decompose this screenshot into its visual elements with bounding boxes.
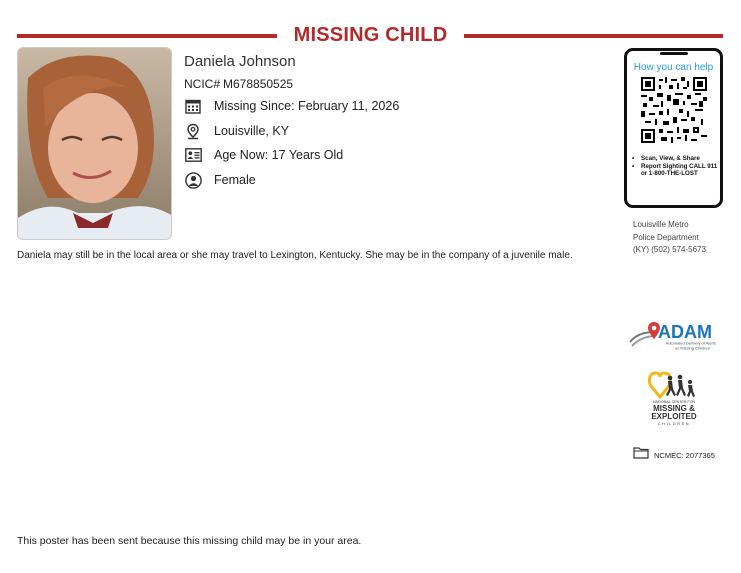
poster-title: MISSING CHILD [293, 24, 448, 46]
adam-tagline-1: Automated Delivery of Alerts [665, 340, 716, 346]
case-description: Daniela may still be in the local area or she may travel to Lexington, Kentucky. She may be in the company of a juvenile male. [17, 250, 573, 261]
adam-tagline-2: on Missing Children [674, 345, 710, 351]
footer-note: This poster has been sent because this missing child may be in your area. [17, 535, 362, 547]
ncmec-case-number: NCMEC: 2077365 [654, 450, 715, 460]
child-photo [17, 47, 172, 240]
id-card-icon [184, 146, 202, 164]
person-icon [184, 171, 202, 189]
missing-since-text: Missing Since: February 11, 2026 [214, 99, 400, 113]
ncic-label: NCIC# [184, 77, 221, 91]
help-heading: How you can help [633, 62, 714, 73]
help-phone-card [624, 48, 723, 208]
help-bullets [631, 155, 719, 178]
child-name: Daniela Johnson [184, 53, 296, 70]
ncmec-line-3: EXPLOITED [651, 412, 697, 421]
header-rule-right [464, 34, 723, 38]
ncmec-case-id [633, 446, 715, 464]
sex-row [184, 171, 256, 189]
ncmec-line-2: MISSING & [653, 404, 695, 413]
phone-notch [660, 52, 688, 55]
ncmec-line-1: NATIONAL CENTER FOR [653, 400, 695, 404]
location-text: Louisville, KY [214, 124, 290, 138]
ncmec-logo [646, 369, 702, 429]
adam-wordmark: ADAM [658, 322, 712, 342]
location-pin-icon [184, 122, 202, 140]
age-row [184, 146, 343, 164]
sex-text: Female [214, 173, 256, 187]
help-bullet: • Scan, View, & Share [631, 155, 719, 163]
age-text: Age Now: 17 Years Old [214, 148, 344, 162]
location-row [184, 122, 289, 140]
agency-phone[interactable]: (KY) (502) 574-5673 [633, 245, 706, 254]
agency-name-line1: Louisville Metro [633, 220, 689, 229]
ncic-value: M678850525 [223, 77, 294, 91]
missing-since-row [184, 97, 399, 115]
agency-name-line2: Police Department [633, 232, 699, 242]
folder-icon [633, 446, 649, 464]
calendar-icon [184, 97, 202, 115]
help-bullet: • Report Sighting CALL 911 or 1-800-THE-LOST [631, 163, 719, 178]
ncic-number [184, 77, 293, 91]
header-rule-left [17, 34, 277, 38]
adam-logo [628, 320, 720, 354]
agency-contact [633, 219, 706, 257]
ncmec-line-4: CHILDREN [657, 422, 691, 426]
qr-code[interactable] [641, 77, 707, 148]
